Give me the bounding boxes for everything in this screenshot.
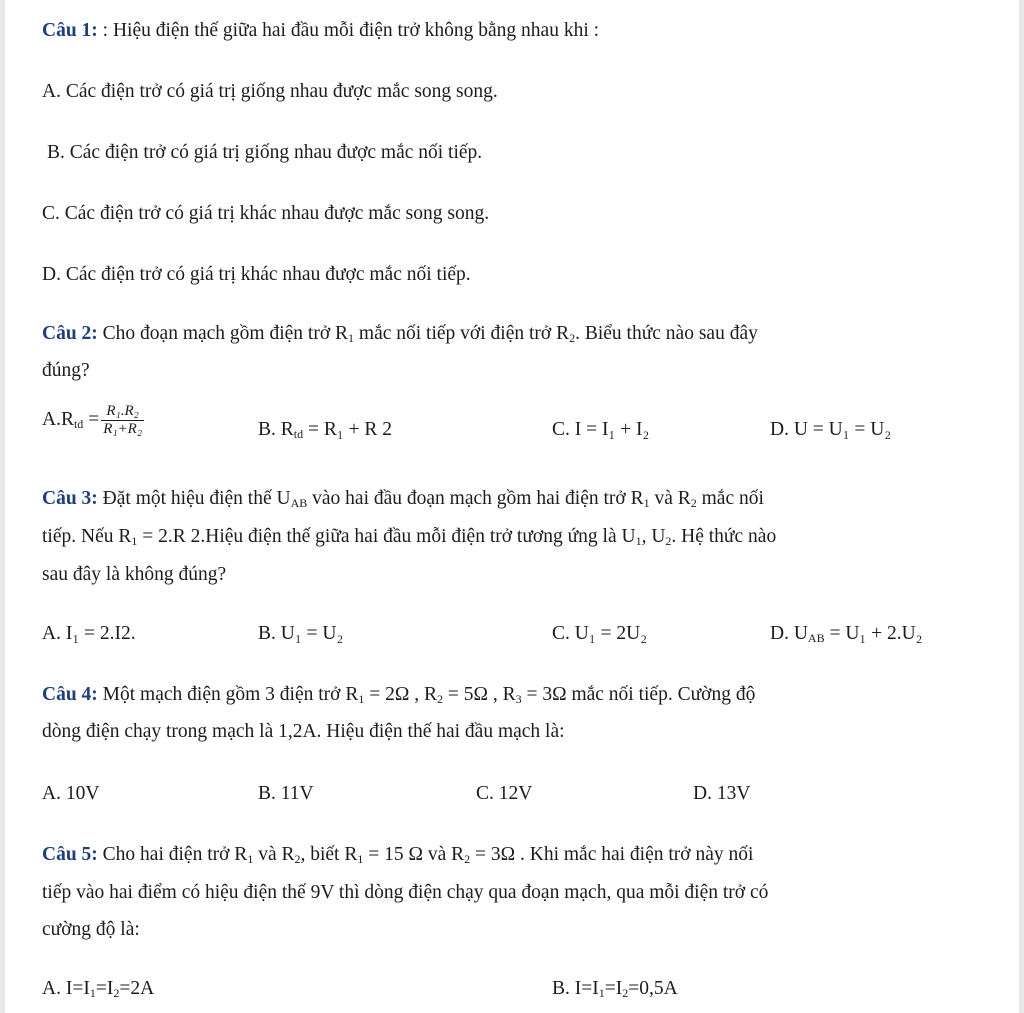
q3-text: tiếp. Nếu R <box>42 526 132 547</box>
sub: 1 <box>89 986 96 1000</box>
q3-text: , U <box>641 526 666 547</box>
sub: 1 <box>357 852 364 866</box>
question-3-line-1 <box>42 489 764 509</box>
sub: td <box>293 427 304 441</box>
sub: 1 <box>598 986 605 1000</box>
q4-option-d: D. 13V <box>693 783 751 804</box>
sub: 1 <box>635 534 642 548</box>
sub: 2 <box>569 331 576 345</box>
q3-text: . Hệ thức nào <box>671 526 777 547</box>
question-5-line-1 <box>42 845 753 865</box>
question-5-label: Câu 5: <box>42 844 98 865</box>
q2-opt-b-prefix: B. R <box>258 419 294 440</box>
q2-text: mắc nối tiếp với điện trở R <box>358 323 570 344</box>
sub: 2 <box>294 852 301 866</box>
q3-text: = 2.R 2.Hiệu điện thế giữa hai đầu mỗi điện trở tương ứng là U <box>142 526 636 547</box>
q1-option-a: A. Các điện trở có giá trị giống nhau được mắc song song. <box>42 81 498 102</box>
q5-text: và R <box>258 844 295 865</box>
q5-text: = 3Ω . Khi mắc hai điện trở này nối <box>475 844 754 865</box>
sub: 1 <box>643 496 650 510</box>
q3-text: Đặt một hiệu điện thế U <box>102 488 291 509</box>
question-4-line-1 <box>42 685 755 705</box>
q5-opt-b-text: =0,5A <box>628 978 678 999</box>
q4-text: Một mạch điện gồm 3 điện trở R <box>102 684 359 705</box>
question-4-label: Câu 4: <box>42 684 98 705</box>
sub: 2 <box>464 852 471 866</box>
sub: AB <box>290 496 308 510</box>
q2-opt-a-prefix: A.R <box>42 408 74 430</box>
q4-option-b: B. 11V <box>258 783 314 804</box>
q2-opt-b-rest: = R₁ + R 2 <box>307 419 393 440</box>
q1-option-b: B. Các điện trở có giá trị giống nhau được mắc nối tiếp. <box>47 142 483 163</box>
q5-option-a <box>42 979 154 999</box>
sub: 2 <box>113 986 120 1000</box>
q5-opt-b-text: B. I=I <box>552 978 599 999</box>
question-1 <box>42 21 599 41</box>
q3-option-c: C. U₁ = 2U₂ <box>552 623 648 644</box>
q2-text: . Biểu thức nào sau đây <box>575 323 758 344</box>
q2-option-a: $A.R_{td}$ = $\frac{\text{R₁.R₂}}{\text{R₁+R₂}}$ <box>42 403 143 437</box>
fraction-numerator: R₁.R₂ <box>101 404 144 421</box>
fraction <box>101 404 144 437</box>
question-5-line-2: tiếp vào hai điểm có hiệu điện thế 9V thì dòng điện chạy qua đoạn mạch, qua mỗi điện trở có <box>42 882 769 903</box>
question-5-line-3: cường độ là: <box>42 919 140 940</box>
q5-opt-b-text: =I <box>604 978 623 999</box>
q5-text: = 15 Ω và R <box>368 844 465 865</box>
question-2-line-2: đúng? <box>42 360 90 381</box>
q5-opt-a-text: A. I=I <box>42 978 90 999</box>
question-3-line-3: sau đây là không đúng? <box>42 564 227 585</box>
sub: 2 <box>690 496 697 510</box>
q4-text: = 3Ω mắc nối tiếp. Cường độ <box>526 684 756 705</box>
sub: 1 <box>247 852 254 866</box>
q1-option-d: D. Các điện trở có giá trị khác nhau được mắc nối tiếp. <box>42 264 471 285</box>
question-3-line-2 <box>42 527 776 547</box>
q4-option-a: A. 10V <box>42 783 100 804</box>
q4-option-c: C. 12V <box>476 783 533 804</box>
sub: 1 <box>131 534 138 548</box>
question-2-label: Câu 2: <box>42 323 98 344</box>
q4-text: = 2Ω , R <box>369 684 437 705</box>
q5-opt-a-text: =I <box>95 978 114 999</box>
worksheet-page <box>5 0 1019 1013</box>
sub: AB <box>807 631 825 645</box>
q5-text: Cho hai điện trở R <box>102 844 248 865</box>
q3-text: mắc nối <box>701 488 764 509</box>
q2-text: Cho đoạn mạch gồm điện trở R <box>102 323 349 344</box>
fraction-denominator: R₁+R₂ <box>103 421 143 437</box>
sub: 2 <box>436 692 443 706</box>
sub: 2 <box>665 534 672 548</box>
q3-text: và R <box>654 488 691 509</box>
sub: 1 <box>358 692 365 706</box>
q4-text: = 5Ω , R <box>447 684 516 705</box>
q5-opt-a-text: =2A <box>119 978 155 999</box>
q3-opt-d-rest: = U₁ + 2.U₂ <box>829 623 923 644</box>
q3-option-d <box>770 624 922 644</box>
q2-option-b <box>258 420 392 440</box>
sub: 3 <box>515 692 522 706</box>
sub: 2 <box>622 986 629 1000</box>
q3-text: vào hai đầu đoạn mạch gồm hai điện trở R <box>312 488 644 509</box>
q5-option-b <box>552 979 678 999</box>
q2-option-d: D. U = U₁ = U₂ <box>770 419 892 440</box>
question-2-line-1 <box>42 324 758 344</box>
question-1-text: : Hiệu điện thế giữa hai đầu mỗi điện trở không bằng nhau khi : <box>102 20 600 41</box>
sub: 1 <box>348 331 355 345</box>
question-1-label: Câu 1: <box>42 20 98 41</box>
sub: td <box>73 416 84 431</box>
q5-text: , biết R <box>300 844 358 865</box>
q3-option-b: B. U₁ = U₂ <box>258 623 344 644</box>
question-3-label: Câu 3: <box>42 488 98 509</box>
q3-option-a: A. I₁ = 2.I2. <box>42 623 136 644</box>
q1-option-c: C. Các điện trở có giá trị khác nhau được mắc song song. <box>42 203 490 224</box>
q2-option-c: C. I = I₁ + I₂ <box>552 419 650 440</box>
q3-opt-d-prefix: D. U <box>770 623 808 644</box>
question-4-line-2: dòng điện chạy trong mạch là 1,2A. Hiệu điện thế hai đầu mạch là: <box>42 721 565 742</box>
